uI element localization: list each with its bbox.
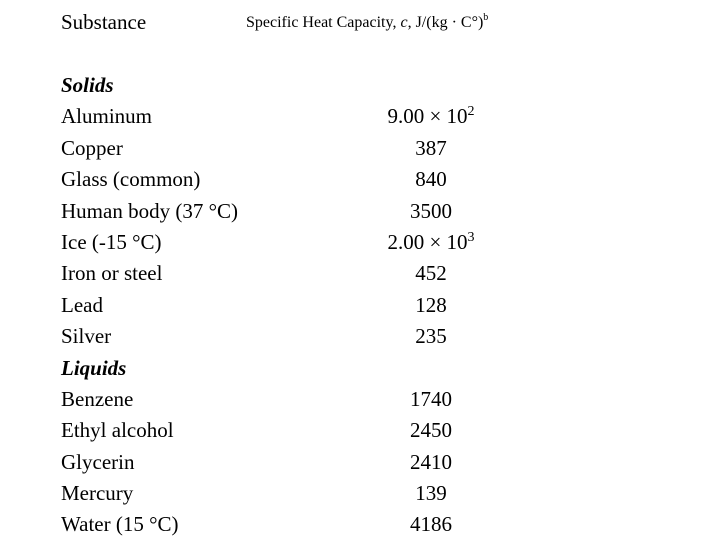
section-heading: Solids — [61, 73, 114, 97]
specific-heat-value — [331, 415, 531, 446]
specific-heat-value — [331, 321, 531, 352]
section-row — [0, 70, 720, 101]
value-exponent: 2 — [467, 104, 475, 120]
table-row — [0, 384, 720, 415]
substance-name: Mercury — [61, 481, 134, 506]
capacity-header-suffix: , J/(kg · C°) — [407, 14, 484, 31]
specific-heat-value — [331, 133, 531, 164]
specific-heat-value — [331, 478, 531, 509]
table-row — [0, 196, 720, 227]
value-base: 9.00 × 10 — [387, 104, 468, 129]
specific-heat-value — [331, 227, 531, 258]
table-row — [0, 133, 720, 164]
specific-heat-value — [331, 509, 531, 540]
specific-heat-value — [331, 290, 531, 321]
specific-heat-value — [331, 196, 531, 227]
table-body — [0, 70, 720, 541]
table-row — [0, 227, 720, 258]
substance-name: Aluminum — [61, 104, 153, 129]
value-exponent: 3 — [467, 229, 475, 245]
table-row — [0, 478, 720, 509]
section-row — [0, 353, 720, 384]
capacity-header-symbol: c — [400, 14, 408, 31]
substance-name: Glass (common) — [61, 167, 201, 192]
value-base: 2.00 × 10 — [387, 229, 468, 254]
specific-heat-value — [331, 101, 531, 132]
substance-name: Ice (-15 °C) — [61, 229, 162, 254]
substance-name: Benzene — [61, 386, 134, 411]
value-base: 2450 — [410, 418, 452, 443]
specific-heat-value — [331, 164, 531, 195]
value-base: 139 — [415, 481, 447, 506]
value-base: 128 — [415, 292, 447, 317]
value-base: 4186 — [410, 512, 452, 537]
section-heading: Liquids — [61, 355, 127, 380]
table-row — [0, 415, 720, 446]
value-base: 235 — [415, 324, 447, 349]
specific-heat-value — [331, 384, 531, 415]
table-row — [0, 164, 720, 195]
capacity-header-prefix: Specific Heat Capacity, — [246, 14, 401, 31]
specific-heat-value — [331, 447, 531, 478]
substance-name: Silver — [61, 324, 112, 349]
value-base: 2410 — [410, 449, 452, 474]
substance-name: Glycerin — [61, 449, 135, 474]
value-base: 840 — [415, 167, 447, 192]
capacity-column-header — [246, 11, 488, 35]
table-row — [0, 258, 720, 289]
table-row — [0, 321, 720, 352]
table-row — [0, 447, 720, 478]
substance-name: Copper — [61, 135, 123, 160]
value-base: 452 — [415, 261, 447, 286]
substance-name: Ethyl alcohol — [61, 418, 174, 443]
substance-name: Lead — [61, 292, 103, 317]
substance-name: Human body (37 °C) — [61, 198, 238, 223]
table-row — [0, 101, 720, 132]
capacity-header-footnote: b — [483, 12, 489, 23]
substance-column-header: Substance — [61, 10, 147, 34]
value-base: 1740 — [410, 386, 452, 411]
specific-heat-value — [331, 258, 531, 289]
substance-name: Water (15 °C) — [61, 512, 179, 537]
value-base: 3500 — [410, 198, 452, 223]
table-row — [0, 509, 720, 540]
substance-name: Iron or steel — [61, 261, 163, 286]
table-row — [0, 290, 720, 321]
value-base: 387 — [415, 135, 447, 160]
